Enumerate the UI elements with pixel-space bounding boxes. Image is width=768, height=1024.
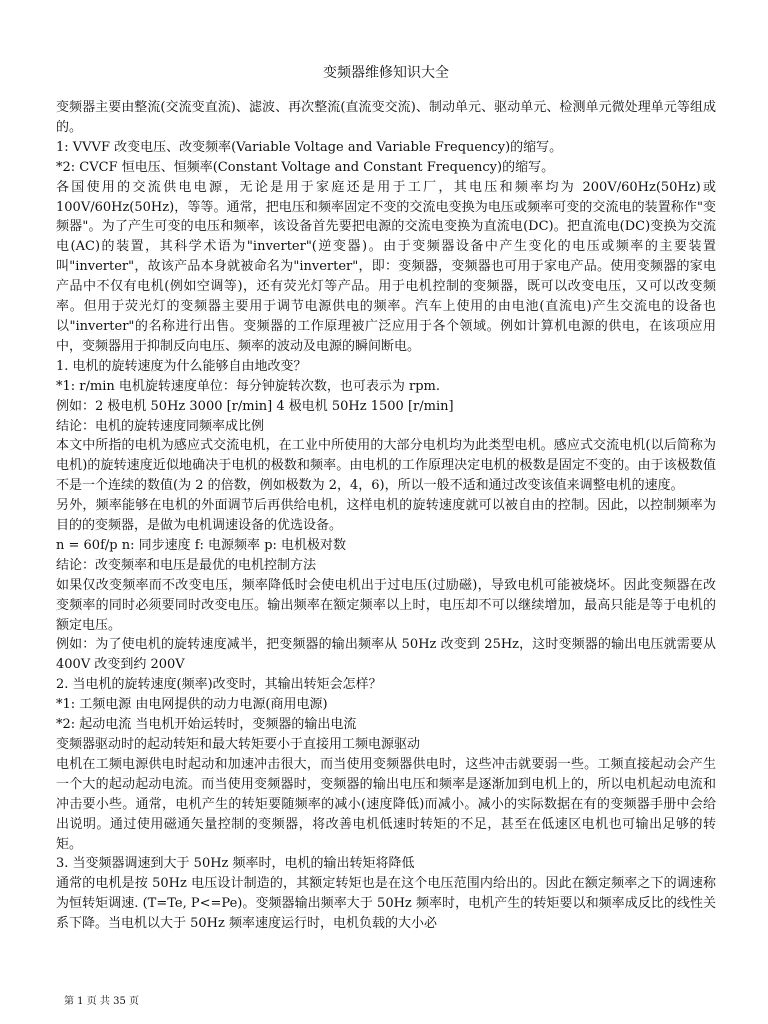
paragraph: 变频器主要由整流(交流变直流)、滤波、再次整流(直流变交流)、制动单元、驱动单元、检测单元微处理单元等组成的。 [56,100,716,135]
paragraph: n = 60f/p n: 同步速度 f: 电源频率 p: 电机极对数 [56,537,347,553]
paragraph: 例如：2 极电机 50Hz 3000 [r/min] 4 极电机 50Hz 1500 [r/min] [56,398,454,414]
page-footer: 第 1 页 共 35 页 [64,996,139,1007]
paragraph: *1: r/min 电机旋转速度单位：每分钟旋转次数，也可表示为 rpm. [56,378,440,394]
document-body [56,98,716,934]
section-heading: 2. 当电机的旋转速度(频率)改变时，其输出转矩会怎样？ [56,677,382,693]
paragraph: 例如：为了使电机的旋转速度减半，把变频器的输出频率从 50Hz 改变到 25Hz，这时变频器的输出电压就需要从 400V 改变到约 200V [56,637,716,673]
paragraph: 1: VVVF 改变电压、改变频率(Variable Voltage and Variable Frequency)的缩写。 [56,139,563,155]
paragraph: *2: 起动电流 当电机开始运转时，变频器的输出电流 [56,717,357,733]
paragraph: 结论：电机的旋转速度同频率成比例 [56,418,265,434]
paragraph: 电机在工频电源供电时起动和加速冲击很大，而当使用变频器供电时，这些冲击就要弱一些。工频直接起动会产生一个大的起动起动电流。而当使用变频器时，变频器的输出电压和频率是逐渐加到电机上的，所以电机起动电流和冲击要小些。通常，电机产生的转矩要随频率的减小(速度降低)而减小。减小的实际数据在有的变频器手册中会给出说明。通过使用磁通矢量控制的变频器，将改善电机低速时转矩的不足，甚至在低速区电机也可输出足够的转矩。 [56,756,716,852]
paragraph: 如果仅改变频率而不改变电压，频率降低时会使电机出于过电压(过励磁)，导致电机可能被烧坏。因此变频器在改变频率的同时必须要同时改变电压。输出频率在额定频率以上时，电压却不可以继续增加，最高只能是等于电机的额定电压。 [56,577,716,633]
document-title: 变频器维修知识大全 [323,65,449,81]
paragraph: *1: 工频电源 由电网提供的动力电源(商用电源) [56,697,328,713]
paragraph: 另外，频率能够在电机的外面调节后再供给电机，这样电机的旋转速度就可以被自由的控制。因此，以控制频率为目的的变频器，是做为电机调速设备的优选设备。 [56,498,716,534]
paragraph: 变频器驱动时的起动转矩和最大转矩要小于直接用工频电源驱动 [56,737,421,752]
document-page [56,62,716,934]
paragraph: 结论：改变频率和电压是最优的电机控制方法 [56,557,317,573]
paragraph: 通常的电机是按 50Hz 电压设计制造的，其额定转矩也是在这个电压范围内给出的。因此在额定频率之下的调速称为恒转矩调速. (T=Te, P<=Pe)。变频器输出频率大于 50Hz 频率时，电机产生的转矩要以和频率成反比的线性关系下降。当电机以大于 50Hz 频率速度运行时，电机负载的大小必 [56,876,716,932]
paragraph: 本文中所指的电机为感应式交流电机，在工业中所使用的大部分电机均为此类型电机。感应式交流电机(以后简称为电机)的旋转速度近似地确决于电机的极数和频率。由电机的工作原理决定电机的极数是固定不变的。由于该极数值不是一个连续的数值(为 2 的倍数，例如极数为 2，4，6)，所以一般不适和通过改变该值来调整电机的速度。 [56,438,716,494]
section-heading: 1. 电机的旋转速度为什么能够自由地改变？ [56,358,307,374]
section-heading: 3. 当变频器调速到大于 50Hz 频率时，电机的输出转矩将降低 [56,856,415,872]
paragraph: 各国使用的交流供电电源，无论是用于家庭还是用于工厂，其电压和频率均为 200V/60Hz(50Hz)或 100V/60Hz(50Hz)，等等。通常，把电压和频率固定不变的交流电变换为电压或频率可变的交流电的装置称作"变频器"。为了产生可变的电压和频率，该设备首先要把电源的交流电变换为直流电(DC)。把直流电(DC)变换为交流电(AC)的装置，其科学术语为"inverter"(逆变器)。由于变频器设备中产生变化的电压或频率的主要装置叫"inverter"，故该产品本身就被命名为"inverter"，即：变频器，变频器也可用于家电产品。使用变频器的家电产品中不仅有电机(例如空调等)，还有荧光灯等产品。用于电机控制的变频器，既可以改变电压，又可以改变频率。但用于荧光灯的变频器主要用于调节电源供电的频率。汽车上使用的由电池(直流电)产生交流电的设备也以"inverter"的名称进行出售。变频器的工作原理被广泛应用于各个领域。例如计算机电源的供电，在该项应用中，变频器用于抑制反向电压、频率的波动及电源的瞬间断电。 [56,179,716,354]
paragraph: *2: CVCF 恒电压、恒频率(Constant Voltage and Constant Frequency)的缩写。 [56,159,555,175]
